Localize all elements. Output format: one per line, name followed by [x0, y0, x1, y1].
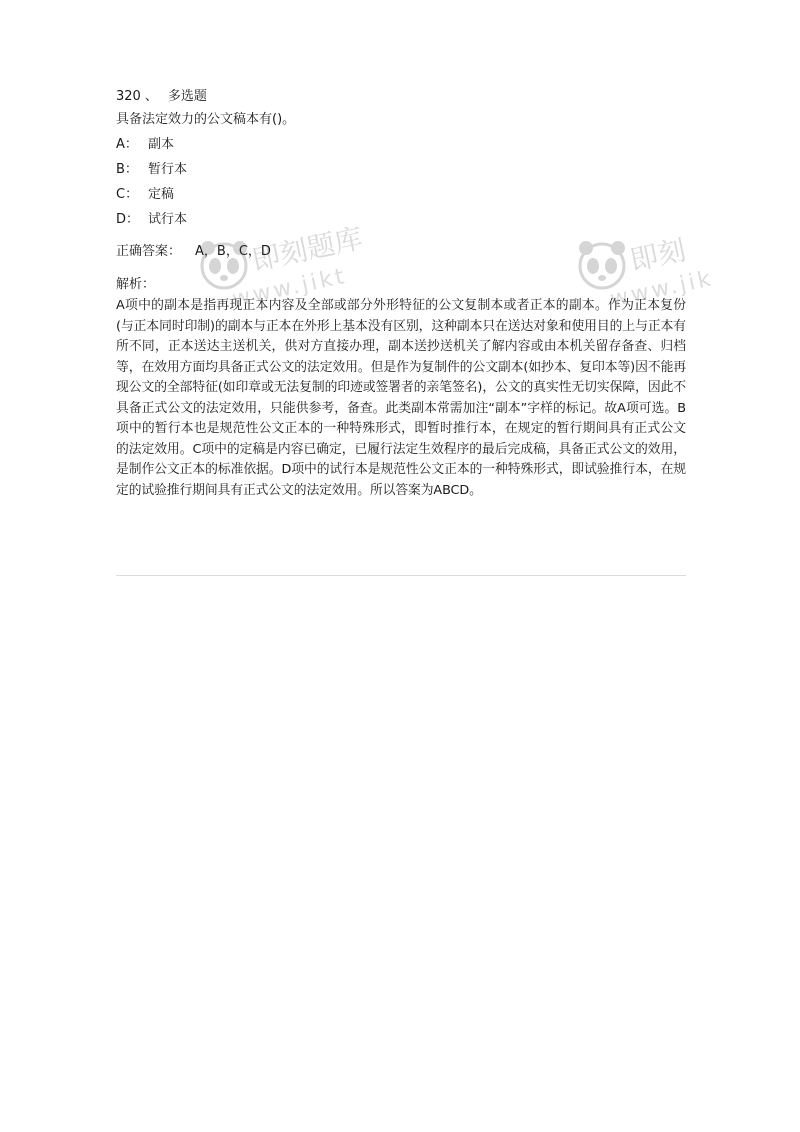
- question-header: [116, 86, 686, 108]
- option-text: 定稿: [148, 187, 175, 202]
- question-block: [116, 86, 686, 501]
- option-b: [116, 157, 686, 182]
- option-key: D：: [116, 212, 140, 227]
- option-key: A：: [116, 137, 138, 152]
- option-text: 试行本: [148, 212, 188, 227]
- analysis-label: 解析：: [116, 277, 156, 292]
- option-key: C：: [116, 187, 139, 202]
- option-key: B：: [116, 162, 138, 177]
- option-d: [116, 207, 686, 232]
- option-text: 副本: [148, 137, 175, 152]
- watermark-url: www.jik: [608, 266, 716, 313]
- option-c: [116, 182, 686, 207]
- watermark-text: 即刻题库: [249, 221, 366, 278]
- analysis-text: A项中的副本是指再现正本内容及全部或部分外形特征的公文复制本或者正本的副本。作为正本复份(与正本同时印制)的副本与正本在外形上基本没有区别，这种副本只在送达对象和使用目的上与正本有所不同，正本送达主送机关，供对方直接办理，副本送抄送机关了解内容或由本机关留存备查、归档等，在效用方面均具备正式公文的法定效用。但是作为复制件的公文副本(如抄本、复印本等)因不能再现公文的全部特征(如印章或无法复制的印迹或签署者的亲笔签名)，公文的真实性无切实保障，因此不具备正式公文的法定效用，只能供参考，备查。此类副本常需加注“副本”字样的标记。故A项可选。B项中的暂行本也是规范性公文正本的一种特殊形式，即暂时推行本，在规定的暂行期间具有正式公文的法定效用。C项中的定稿是内容已确定，已履行法定生效程序的最后完成稿，具备正式公文的效用，是制作公文正本的标准依据。D项中的试行本是规范性公文正本的一种特殊形式，即试验推行本，在规定的试验推行期间具有正式公文的法定效用。所以答案为ABCD。: [116, 298, 686, 498]
- question-number: 320: [116, 89, 141, 104]
- answer-label: 正确答案：: [116, 244, 182, 259]
- question-separator: 、: [144, 89, 158, 104]
- section-divider: [116, 575, 686, 576]
- watermark-url: www.jikt: [230, 263, 350, 313]
- question-type: 多选题: [167, 89, 207, 104]
- question-stem: 具备法定效力的公文稿本有()。: [116, 112, 296, 127]
- option-a: [116, 132, 686, 157]
- correct-answer: [116, 240, 686, 264]
- watermark-text: 即刻: [627, 233, 689, 278]
- answer-value: A，B，C，D: [195, 244, 271, 259]
- option-text: 暂行本: [148, 162, 188, 177]
